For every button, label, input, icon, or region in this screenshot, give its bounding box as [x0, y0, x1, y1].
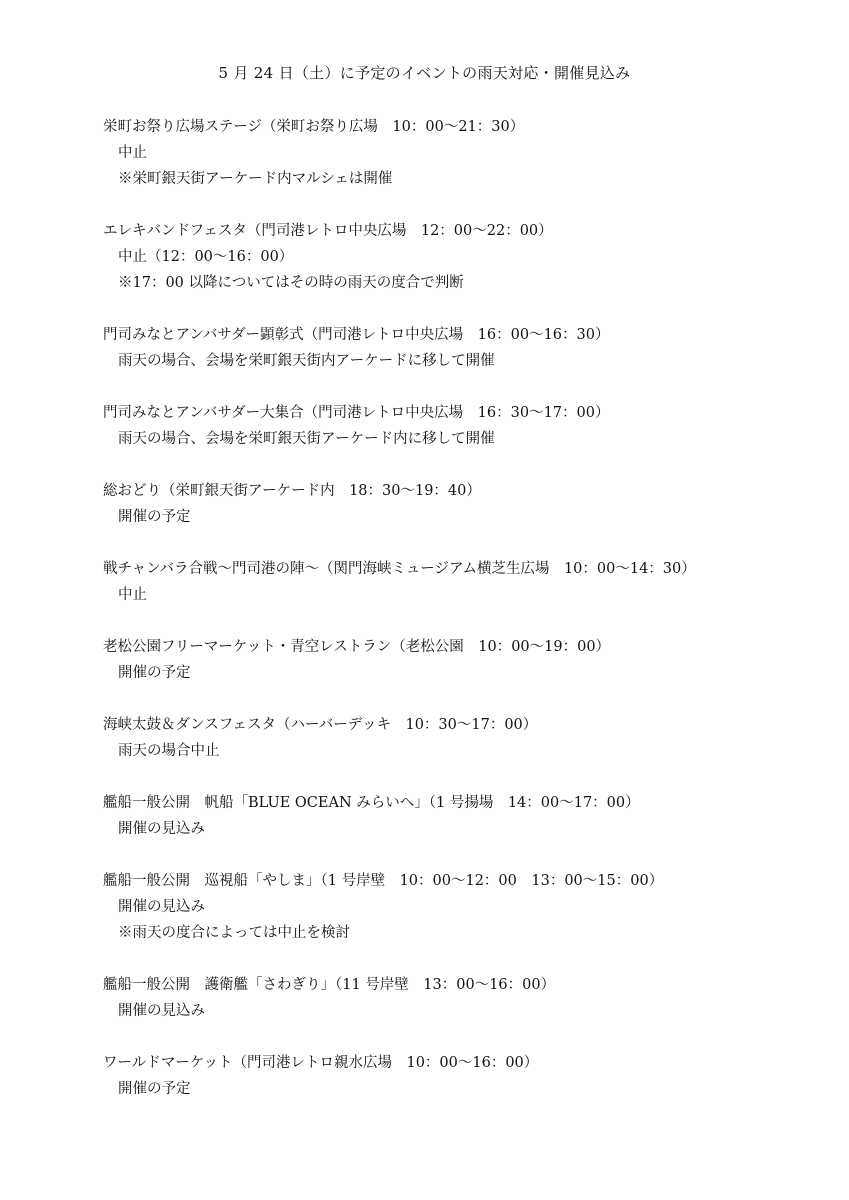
event-heading: 総おどり（栄町銀天街アーケード内 18：30〜19：40） — [103, 483, 481, 499]
event-item — [103, 634, 823, 686]
event-heading: 海峡太鼓＆ダンスフェスタ（ハーバーデッキ 10：30〜17：00） — [103, 717, 538, 733]
event-status: 中止 — [118, 145, 147, 161]
event-note: ※栄町銀天街アーケード内マルシェは開催 — [118, 171, 393, 187]
event-heading: 戦チャンバラ合戦〜門司港の陣〜（関門海峡ミュージアム横芝生広場 10：00〜14：30） — [103, 561, 696, 577]
event-item — [103, 218, 823, 296]
event-status: 開催の見込み — [118, 821, 205, 837]
event-item — [103, 114, 823, 192]
event-status: 中止（12：00〜16：00） — [118, 249, 294, 265]
event-status: 開催の見込み — [118, 899, 205, 915]
event-note: ※雨天の度合によっては中止を検討 — [118, 925, 350, 941]
event-status: 中止 — [118, 587, 147, 603]
event-list — [103, 114, 823, 1128]
event-heading: 栄町お祭り広場ステージ（栄町お祭り広場 10：00〜21：30） — [103, 119, 525, 135]
event-status: 雨天の場合中止 — [118, 743, 220, 759]
event-heading: 門司みなとアンバサダー顕彰式（門司港レトロ中央広場 16：00〜16：30） — [103, 327, 610, 343]
event-heading: 艦船一般公開 巡視船「やしま」（1 号岸壁 10：00〜12：00 13：00〜15：00） — [103, 873, 664, 889]
event-item — [103, 1050, 823, 1102]
event-heading: 艦船一般公開 護衛艦「さわぎり」（11 号岸壁 13：00〜16：00） — [103, 977, 556, 993]
event-status: 開催の見込み — [118, 1003, 205, 1019]
event-item — [103, 322, 823, 374]
event-status: 開催の予定 — [118, 665, 191, 681]
document-title: 5 月 24 日（土）に予定のイベントの雨天対応・開催見込み — [218, 64, 631, 82]
event-heading: 艦船一般公開 帆船「BLUE OCEAN みらいへ」（1 号揚場 14：00〜17：00） — [103, 795, 640, 811]
event-item — [103, 556, 823, 608]
event-status: 開催の予定 — [118, 1081, 191, 1097]
event-note: ※17：00 以降についてはその時の雨天の度合で判断 — [118, 275, 464, 291]
event-item — [103, 712, 823, 764]
event-item — [103, 478, 823, 530]
event-status: 雨天の場合、会場を栄町銀天街アーケード内に移して開催 — [118, 431, 495, 447]
event-heading: エレキバンドフェスタ（門司港レトロ中央広場 12：00〜22：00） — [103, 223, 553, 239]
event-heading: 老松公園フリーマーケット・青空レストラン（老松公園 10：00〜19：00） — [103, 639, 611, 655]
event-item — [103, 868, 823, 946]
event-status: 雨天の場合、会場を栄町銀天街内アーケードに移して開催 — [118, 353, 495, 369]
event-status: 開催の予定 — [118, 509, 191, 525]
event-heading: 門司みなとアンバサダー大集合（門司港レトロ中央広場 16：30〜17：00） — [103, 405, 610, 421]
event-item — [103, 400, 823, 452]
event-item — [103, 790, 823, 842]
event-item — [103, 972, 823, 1024]
event-heading: ワールドマーケット（門司港レトロ親水広場 10：00〜16：00） — [103, 1055, 539, 1071]
